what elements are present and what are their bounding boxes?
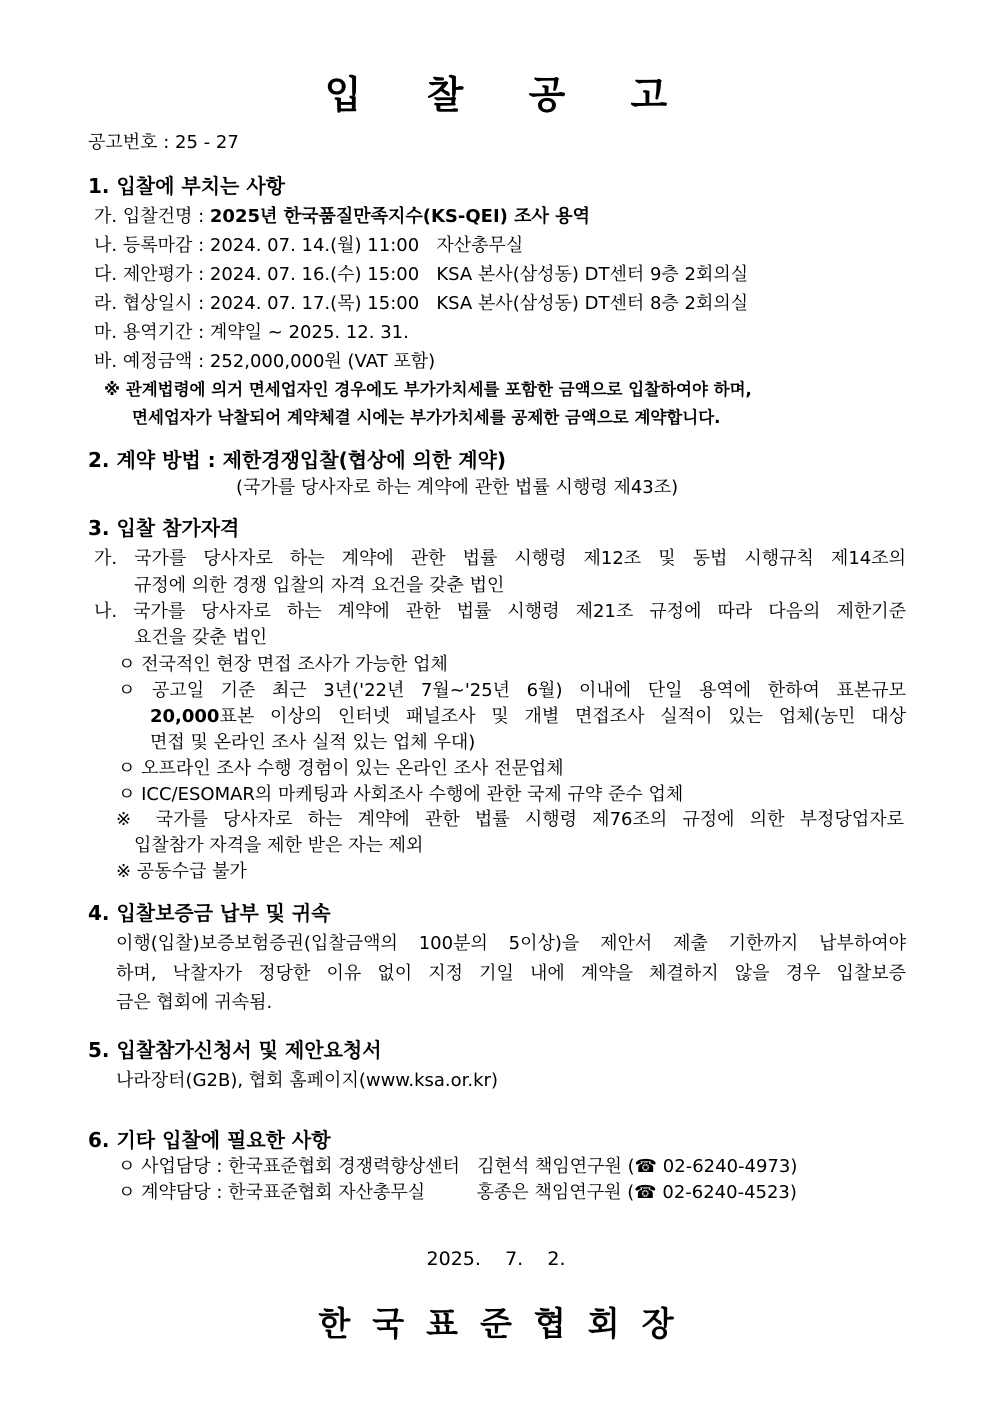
s1-item-evaluation	[94, 262, 748, 288]
announcement-date: 2025. 7. 2.	[426, 1248, 566, 1270]
s1-item-label: 마. 용역기간 :	[94, 322, 205, 343]
s1-item-budget	[94, 349, 435, 375]
s5-line1: 나라장터(G2B), 협회 홈페이지(www.ksa.or.kr)	[116, 1070, 498, 1091]
s3-b-line2: 요건을 갖춘 법인	[134, 627, 268, 648]
s1-item-label: 바. 예정금액 :	[94, 351, 205, 372]
section-3-heading: 3. 입찰 참가자격	[88, 516, 240, 540]
section-4-heading: 4. 입찰보증금 납부 및 귀속	[88, 901, 331, 925]
s3-bullet-4: ㅇ ICC/ESOMAR의 마케팅과 사회조사 수행에 관한 국제 규약 준수 업체	[118, 784, 684, 805]
s3-a-line1: 가. 국가를 당사자로 하는 계약에 관한 법률 시행령 제12조 및 동법 시행규칙 제14조의	[94, 548, 906, 569]
s1-item-value: 2025년 한국품질만족지수(KS-QEI) 조사 용역	[209, 206, 590, 227]
s1-item-period	[94, 320, 409, 346]
s3-bullet-1: ㅇ 전국적인 현장 면접 조사가 가능한 업체	[118, 654, 448, 675]
s3-bullet-2-rest: 표본 이상의 인터넷 패널조사 및 개별 면접조사 실적이 있는 업체(농민 대상	[219, 706, 906, 727]
s1-note-line2: 면세업자가 낙찰되어 계약체결 시에는 부가가치세를 공제한 금액으로 계약합니다.	[132, 408, 721, 427]
s1-item-value: 2024. 07. 17.(목) 15:00 KSA 본사(삼성동) DT센터 8층 2회의실	[209, 293, 749, 314]
s4-line2: 하며, 낙찰자가 정당한 이유 없이 지정 기일 내에 계약을 체결하지 않을 경우 입찰보증	[116, 963, 906, 984]
s3-bullet-3: ㅇ 오프라인 조사 수행 경험이 있는 온라인 조사 전문업체	[118, 758, 564, 779]
s1-item-value: 계약일 ~ 2025. 12. 31.	[209, 322, 409, 343]
section-2-heading: 2. 계약 방법 : 제한경쟁입찰(협상에 의한 계약)	[88, 448, 507, 472]
s3-a-line2: 규정에 의한 경쟁 입찰의 자격 요건을 갖춘 법인	[134, 575, 505, 596]
s3-bullet-2-line1: ㅇ 공고일 기준 최근 3년('22년 7월~'25년 6월) 이내에 단일 용역에 한하여 표본규모	[118, 680, 906, 701]
s1-item-label: 가. 입찰건명 :	[94, 206, 205, 227]
section-1-heading: 1. 입찰에 부치는 사항	[88, 174, 285, 198]
s3-note-2: ※ 공동수급 불가	[116, 861, 247, 882]
s6-contact-2: ㅇ 계약담당 : 한국표준협회 자산총무실 홍종은 책임연구원 (☎ 02-6240-4523)	[118, 1182, 797, 1203]
s1-item-registration	[94, 233, 523, 259]
s3-note-1-line2: 입찰참가 자격을 제한 받은 자는 제외	[134, 835, 424, 856]
s1-item-label: 다. 제안평가 :	[94, 264, 205, 285]
s1-item-label: 나. 등록마감 :	[94, 235, 205, 256]
s1-item-title	[94, 204, 590, 230]
document-title: 입 찰 공 고	[324, 73, 694, 117]
s4-line3: 금은 협회에 귀속됨.	[116, 992, 273, 1013]
s1-item-value: 2024. 07. 16.(수) 15:00 KSA 본사(삼성동) DT센터 9층 2회의실	[209, 264, 749, 285]
s3-bullet-2-line3: 면접 및 온라인 조사 실적 있는 업체 우대)	[150, 732, 476, 753]
section-5-heading: 5. 입찰참가신청서 및 제안요청서	[88, 1038, 382, 1062]
s4-line1: 이행(입찰)보증보험증권(입찰금액의 100분의 5이상)을 제안서 제출 기한까지 납부하여야	[116, 933, 906, 954]
s1-item-value: 252,000,000원 (VAT 포함)	[209, 351, 436, 372]
section-6-heading: 6. 기타 입찰에 필요한 사항	[88, 1128, 331, 1152]
s3-note-1-line1: ※ 국가를 당사자로 하는 계약에 관한 법률 시행령 제76조의 규정에 의한 부정당업자로	[116, 809, 904, 830]
signer-name: 한국표준협회장	[318, 1304, 696, 1343]
s6-contact-1: ㅇ 사업담당 : 한국표준협회 경쟁력향상센터 김현석 책임연구원 (☎ 02-6240-4973)	[118, 1156, 798, 1177]
s2-subtext: (국가를 당사자로 하는 계약에 관한 법률 시행령 제43조)	[236, 477, 679, 498]
s3-bullet-2-line2	[150, 704, 906, 730]
s1-item-value: 2024. 07. 14.(월) 11:00 자산총무실	[209, 235, 524, 256]
s3-bullet-2-bold: 20,000	[150, 706, 220, 727]
notice-number: 공고번호 : 25 - 27	[88, 132, 239, 153]
s1-item-label: 라. 협상일시 :	[94, 293, 205, 314]
s1-item-negotiation	[94, 291, 748, 317]
s1-note-line1: ※ 관계법령에 의거 면세업자인 경우에도 부가가치세를 포함한 금액으로 입찰하여야 하며,	[104, 380, 752, 399]
s3-b-line1: 나. 국가를 당사자로 하는 계약에 관한 법률 시행령 제21조 규정에 따라 다음의 제한기준	[94, 601, 906, 622]
